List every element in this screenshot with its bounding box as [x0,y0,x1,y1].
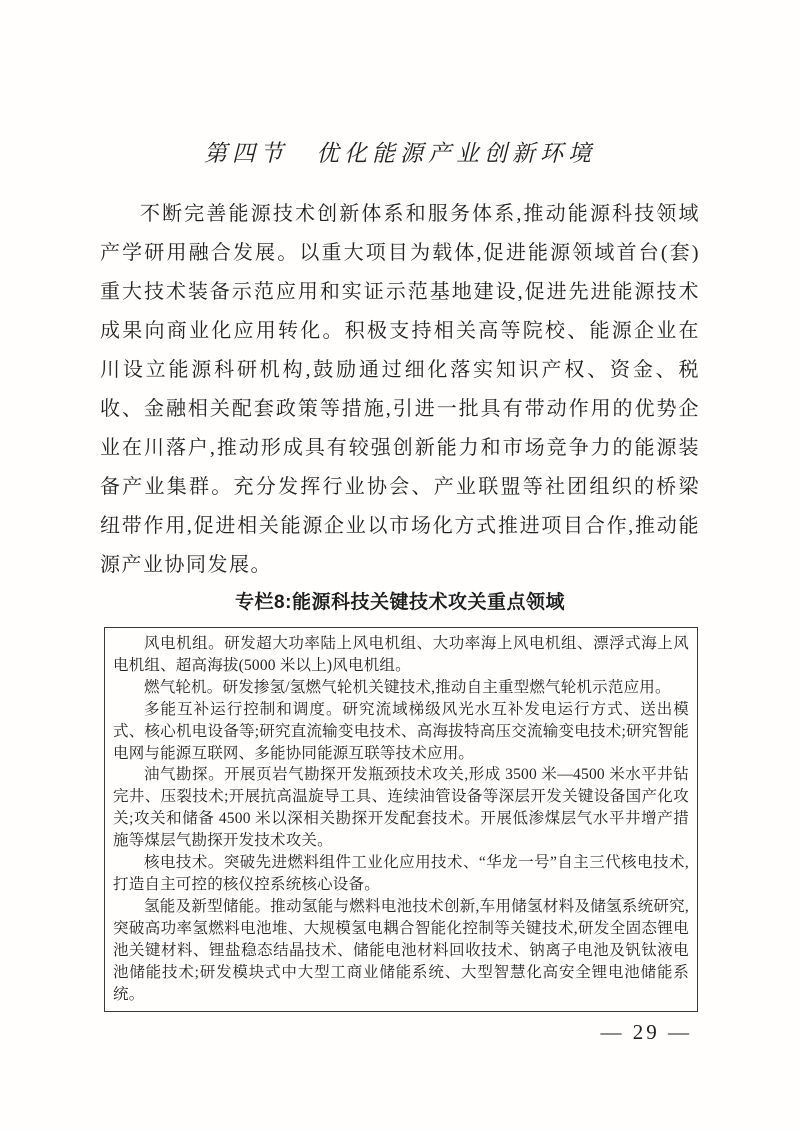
page-number: — 29 — [600,1020,692,1045]
box-paragraph-hydrogen-storage: 氢能及新型储能。推动氢能与燃料电池技术创新,车用储氢材料及储氢系统研究,突破高功率氢燃料电池堆、大规模氢电耦合智能化控制等关键技术,研发全固态锂电池关键材料、锂盐稳态结晶技术、储能电池材料回收技术、钠离子电池及钒钛液电池储能技术;研发模块式中大型工商业储能系统、大型智慧化高安全锂电池储能系统。 [113,897,689,1003]
box-paragraph-gas-turbines: 燃气轮机。研发掺氢/氢燃气轮机关键技术,推动自主重型燃气轮机示范应用。 [144,678,671,696]
body-paragraph: 不断完善能源技术创新体系和服务体系,推动能源科技领域产学研用融合发展。以重大项目为载体,促进能源领域首台(套)重大技术装备示范应用和实证示范基地建设,促进先进能源技术成果向商业化应用转化。积极支持相关高等院校、能源企业在川设立能源科研机构,鼓励通过细化落实知识产权、资金、税收、金融相关配套政策等措施,引进一批具有带动作用的优势企业在川落户,推动形成具有较强创新能力和市场竞争力的能源装备产业集群。充分发挥行业协会、产业联盟等社团组织的桥梁纽带作用,促进相关能源企业以市场化方式推进项目合作,推动能源产业协同发展。 [100,203,700,576]
box-title: 专栏8:能源科技关键技术攻关重点领域 [235,592,565,613]
box-paragraph-multi-energy: 多能互补运行控制和调度。研究流域梯级风光水互补发电运行方式、送出模式、核心机电设备等;研究直流输变电技术、高海拔特高压交流输变电技术;研究智能电网与能源互联网、多能协同能源互联等技术应用。 [113,700,689,762]
key-technology-box [104,627,698,1012]
box-paragraph-nuclear-power: 核电技术。突破先进燃料组件工业化应用技术、“华龙一号”自主三代核电技术,打造自主可控的核仪控系统核心设备。 [113,854,689,893]
box-paragraph-wind-turbines: 风电机组。研发超大功率陆上风电机组、大功率海上风电机组、漂浮式海上风电机组、超高海拔(5000 米以上)风电机组。 [113,635,689,674]
section-title: 第四节 优化能源产业创新环境 [204,141,596,166]
box-paragraph-oil-gas-exploration: 油气勘探。开展页岩气勘探开发瓶颈技术攻关,形成 3500 米—4500 米水平井钻完井、压裂技术;开展抗高温旋导工具、连续油管设备等深层开发关键设备国产化攻关;攻关和储备 4500 米以深相关勘探开发配套技术。开展低渗煤层气水平井增产措施等煤层气勘探开发技术攻关。 [113,766,689,850]
